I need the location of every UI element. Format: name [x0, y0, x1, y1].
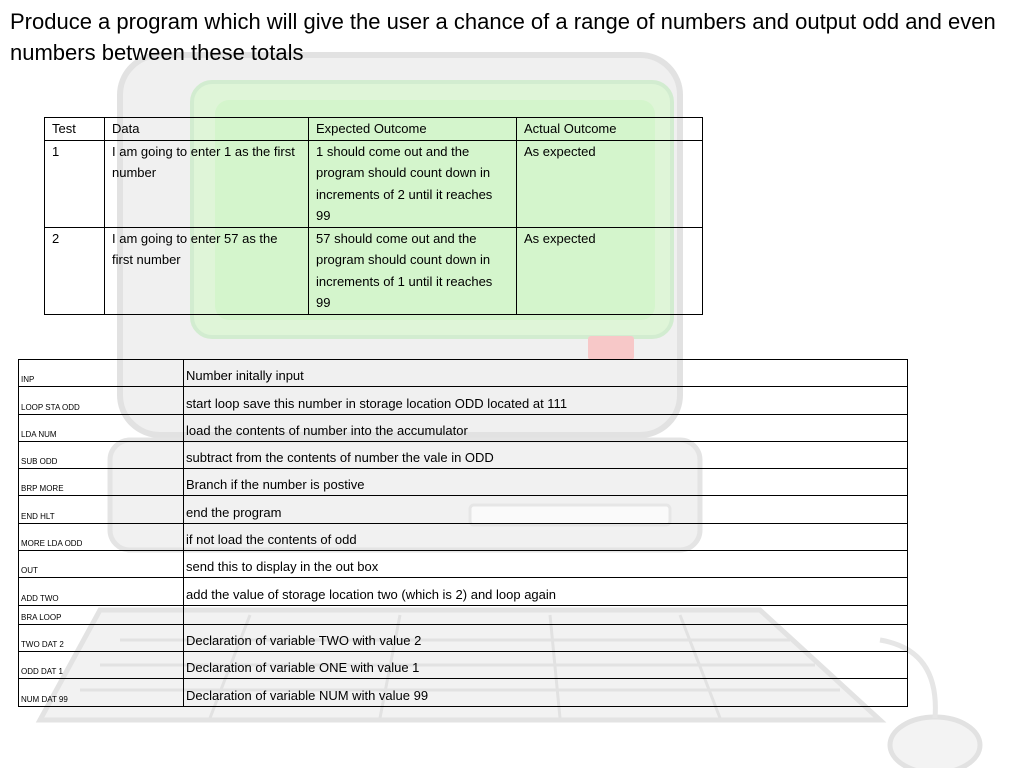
column-header-data: Data: [105, 118, 309, 141]
instruction-cell: BRP MORE: [19, 469, 184, 496]
description-cell: Declaration of variable NUM with value 99: [184, 679, 908, 706]
table-row: [19, 605, 908, 624]
instruction-cell: MORE LDA ODD: [19, 523, 184, 550]
description-cell: [184, 605, 908, 624]
test-data-cell: I am going to enter 57 as the first number: [105, 227, 309, 314]
table-row: [45, 227, 703, 314]
actual-outcome-cell: As expected: [517, 227, 703, 314]
table-row: [19, 469, 908, 496]
description-cell: Number initally input: [184, 360, 908, 387]
table-row: [19, 387, 908, 414]
description-cell: start loop save this number in storage location ODD located at 111: [184, 387, 908, 414]
instruction-cell: ADD TWO: [19, 578, 184, 605]
test-data-cell: I am going to enter 1 as the first number: [105, 140, 309, 227]
table-header-row: [45, 118, 703, 141]
instruction-cell: ODD DAT 1: [19, 651, 184, 678]
table-row: [19, 441, 908, 468]
test-number-cell: 1: [45, 140, 105, 227]
table-row: [19, 578, 908, 605]
instruction-cell: LOOP STA ODD: [19, 387, 184, 414]
instruction-cell: OUT: [19, 551, 184, 578]
instruction-cell: BRA LOOP: [19, 605, 184, 624]
description-cell: end the program: [184, 496, 908, 523]
program-code-table: [18, 359, 908, 707]
test-number-cell: 2: [45, 227, 105, 314]
table-row: [19, 523, 908, 550]
description-cell: load the contents of number into the accumulator: [184, 414, 908, 441]
description-cell: if not load the contents of odd: [184, 523, 908, 550]
test-plan-table: [44, 117, 703, 315]
description-cell: Declaration of variable ONE with value 1: [184, 651, 908, 678]
expected-outcome-cell: 57 should come out and the program should count down in increments of 1 until it reaches 99: [309, 227, 517, 314]
column-header-test: Test: [45, 118, 105, 141]
table-row: [19, 551, 908, 578]
page-title: Produce a program which will give the user a chance of a range of numbers and output odd and even numbers between these totals: [10, 9, 996, 65]
column-header-expected-outcome: Expected Outcome: [309, 118, 517, 141]
table-row: [19, 651, 908, 678]
instruction-cell: SUB ODD: [19, 441, 184, 468]
expected-outcome-cell: 1 should come out and the program should count down in increments of 2 until it reaches 99: [309, 140, 517, 227]
table-row: [19, 414, 908, 441]
description-cell: add the value of storage location two (which is 2) and loop again: [184, 578, 908, 605]
description-cell: subtract from the contents of number the vale in ODD: [184, 441, 908, 468]
instruction-cell: END HLT: [19, 496, 184, 523]
table-row: [19, 624, 908, 651]
column-header-actual-outcome: Actual Outcome: [517, 118, 703, 141]
description-cell: send this to display in the out box: [184, 551, 908, 578]
instruction-cell: NUM DAT 99: [19, 679, 184, 706]
table-row: [19, 679, 908, 706]
instruction-cell: TWO DAT 2: [19, 624, 184, 651]
instruction-cell: INP: [19, 360, 184, 387]
table-row: [19, 360, 908, 387]
actual-outcome-cell: As expected: [517, 140, 703, 227]
description-cell: Declaration of variable TWO with value 2: [184, 624, 908, 651]
table-row: [45, 140, 703, 227]
table-row: [19, 496, 908, 523]
instruction-cell: LDA NUM: [19, 414, 184, 441]
description-cell: Branch if the number is postive: [184, 469, 908, 496]
